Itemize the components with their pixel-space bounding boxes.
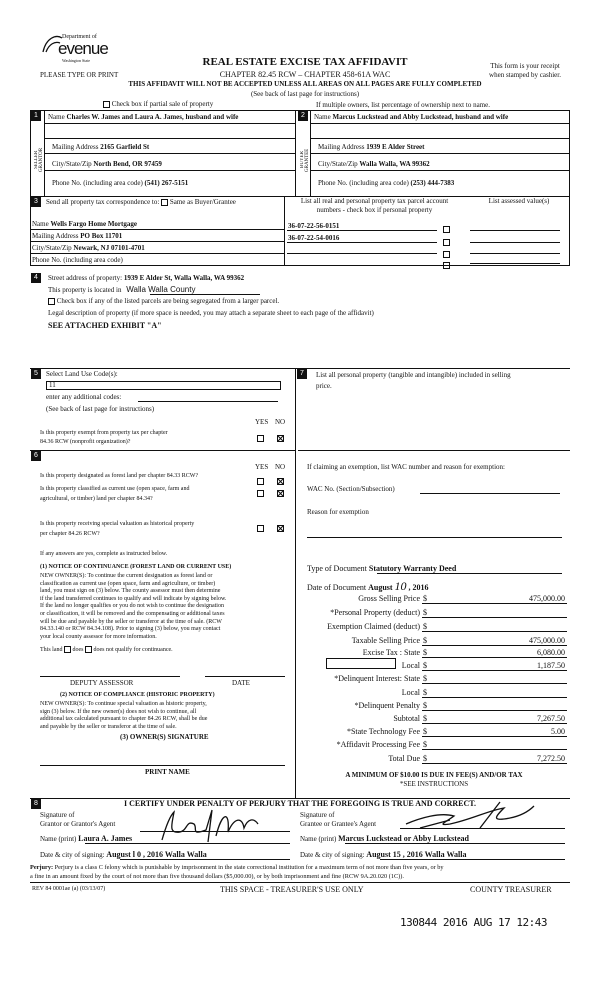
s5-no-header: NO	[275, 418, 286, 426]
dollar-sign: $	[423, 754, 427, 763]
s6-no-header: NO	[275, 463, 286, 471]
nonprofit-question	[40, 429, 168, 447]
county-treasurer-label: COUNTY TREASURER	[470, 885, 552, 894]
continuance-line: 84.33.140 or RCW 84.34.108). Prior to signing (3) below, you may contact	[40, 626, 221, 633]
parcel-number-2[interactable]: 36-07-22-54-0016	[288, 234, 340, 242]
historic-question	[40, 519, 194, 539]
correspondence-mailing-label: Mailing Address	[32, 232, 79, 240]
chapter-line: CHAPTER 82.45 RCW – CHAPTER 458-61A WAC	[219, 70, 391, 79]
nonprofit-q-line2: 84.36 RCW (nonprofit organization)?	[40, 439, 131, 445]
s6-yes-header: YES	[255, 463, 269, 471]
correspondence-mailing-value[interactable]: PO Box 11701	[80, 232, 123, 240]
fee-label-subtotal: Subtotal	[393, 714, 420, 723]
segregated-row	[48, 297, 279, 305]
buyer-phone-row	[318, 179, 454, 187]
compliance-text	[40, 701, 207, 731]
grantee-sig-line2: Grantee or Grantee's Agent	[300, 820, 377, 828]
fee-label-personal: *Personal Property (deduct)	[330, 608, 420, 617]
grantor-date-label: Date & city of signing:	[40, 851, 105, 859]
perjury-line2: a fine in an amount fixed by the court of not more than five thousand dollars ($5,000.00), or by both imprisonment and fine (RCW 9A.20.020 (1C)).	[30, 872, 404, 880]
compliance-line: and payable by the seller or transferor at the time of sale.	[40, 723, 177, 730]
multiple-owners-note: If multiple owners, list percentage of ownership next to name.	[316, 101, 490, 109]
see-instructions-note: *SEE INSTRUCTIONS	[399, 780, 469, 788]
continuance-title: (1) NOTICE OF CONTINUANCE (FOREST LAND OR CURRENT USE)	[40, 564, 232, 570]
doc-date-year[interactable]: , 2016	[408, 583, 429, 592]
grantor-signature-label	[40, 811, 115, 829]
buyer-city-value[interactable]: Walla Walla, WA 99362	[359, 160, 430, 168]
doc-date-label: Date of Document	[307, 583, 367, 592]
buyer-mailing-value[interactable]: 1939 E Alder Street	[366, 143, 425, 151]
logo-wordmark: evenue	[58, 39, 108, 58]
wac-label: WAC No. (Section/Subsection)	[307, 485, 395, 493]
doc-type-value[interactable]: Statutory Warranty Deed	[368, 564, 457, 573]
correspondence-name-value[interactable]: Wells Fargo Home Mortgage	[50, 220, 137, 228]
section-5-number: 5	[31, 369, 41, 379]
fee-amount-taxable[interactable]: 475,000.00	[529, 636, 565, 645]
fee-amount-technology[interactable]: 5.00	[551, 727, 565, 736]
additional-codes-label: enter any additional codes:	[46, 393, 122, 401]
dollar-sign: $	[423, 688, 427, 697]
continuance-line: land, you must sign on (3) below. The county assessor must then determine	[40, 588, 221, 595]
send-correspondence-row	[46, 198, 236, 206]
minimum-fee-note: A MINIMUM OF $10.00 IS DUE IN FEE(S) AND/OR TAX	[345, 771, 523, 779]
fee-label-local-excise: Local	[401, 661, 420, 670]
grantee-date-row	[300, 850, 466, 859]
does-not-label: does not qualify for continuance.	[93, 646, 173, 653]
buyer-city-label: City/State/Zip	[318, 160, 358, 168]
correspondence-city-value[interactable]: Newark, NJ 07101-4701	[73, 244, 145, 252]
dollar-sign: $	[423, 727, 427, 736]
fee-amount-total[interactable]: 7,272.50	[537, 754, 565, 763]
correspondence-mailing-row	[32, 232, 122, 240]
continuance-line: your local county assessor for more information.	[40, 633, 157, 640]
buyer-mailing-row	[318, 143, 425, 151]
dollar-sign: $	[423, 608, 427, 617]
seller-phone-value[interactable]: (541) 267-5151	[144, 179, 189, 187]
compliance-title: (2) NOTICE OF COMPLIANCE (HISTORIC PROPERTY)	[60, 692, 215, 698]
fee-amount-subtotal[interactable]: 7,267.50	[537, 714, 565, 723]
continuance-line: if the land transferred continues to qualify and will indicate by signing below.	[40, 595, 227, 602]
form-id: REV 84 0001ae (a) (03/13/07)	[32, 886, 106, 892]
dollar-sign: $	[423, 740, 427, 749]
dollar-sign: $	[423, 648, 427, 657]
receipt-line2: when stamped by cashier.	[489, 71, 561, 79]
grantee-name-value[interactable]: Marcus Luckstead or Abby Luckstead	[338, 834, 469, 843]
section-8-number: 8	[31, 799, 41, 809]
current-use-no-checkbox[interactable]	[277, 490, 284, 497]
dollar-sign: $	[423, 661, 427, 670]
nonprofit-q-line1: Is this property exempt from property tax per chapter	[40, 430, 168, 436]
qualify-row	[40, 646, 173, 653]
dollar-sign: $	[423, 714, 427, 723]
street-address-label: Street address of property:	[48, 274, 123, 282]
located-in-label: This property is located in	[48, 286, 122, 294]
land-use-label: Select Land Use Code(s):	[46, 370, 118, 378]
fee-label-technology: *State Technology Fee	[346, 727, 420, 736]
grantor-date-value[interactable]: August l 0 , 2016 Walla Walla	[106, 850, 207, 859]
perjury-label: Perjury:	[30, 864, 54, 871]
grantee-signature-label	[300, 811, 376, 829]
section-4-number: 4	[31, 273, 41, 283]
owner-signature-label: (3) OWNER(S) SIGNATURE	[120, 733, 209, 741]
nonprofit-yes-checkbox[interactable]	[257, 435, 264, 442]
fee-amount-local-excise[interactable]: 1,187.50	[537, 661, 565, 670]
print-name-label: PRINT NAME	[145, 768, 190, 776]
grantee-sig-line1: Signature of	[300, 811, 335, 819]
parcel-4-personal-checkbox[interactable]	[443, 262, 450, 269]
continuance-line: will be due and payable by the seller or transferor at the time of sale. (RCW	[40, 618, 222, 625]
continuance-line: or classification, it will be removed and the compensating or additional taxes	[40, 610, 225, 617]
historic-q-line1: Is this property receiving special valuation as historical property	[40, 521, 195, 527]
buyer-phone-value[interactable]: (253) 444-7383	[410, 179, 455, 187]
grantee-name-label: Name (print)	[300, 835, 337, 843]
partial-sale-checkbox[interactable]	[103, 101, 110, 108]
reason-label: Reason for exemption	[307, 508, 369, 516]
compliance-line: NEW OWNER(S): To continue special valuation as historic property,	[40, 701, 207, 707]
land-use-code-input[interactable]: 11	[46, 381, 281, 390]
grantee-date-label: Date & city of signing:	[300, 851, 365, 859]
street-address-value[interactable]: 1939 E Alder St, Walla Walla, WA 99362	[123, 274, 245, 282]
seller-name-value[interactable]: Charles W. James and Laura A. James, husband and wife	[66, 113, 239, 121]
seller-city-label: City/State/Zip	[52, 160, 92, 168]
buyer-side-label: BUYER GRANTEE	[300, 148, 310, 172]
forest-land-question: Is this property designated as forest land per chapter 84.33 RCW?	[40, 473, 199, 479]
seller-phone-label: Phone No. (including area code)	[52, 179, 143, 187]
fee-label-state-excise: Excise Tax : State	[362, 648, 420, 657]
seller-city-row	[52, 160, 162, 168]
notice-line: THIS AFFIDAVIT WILL NOT BE ACCEPTED UNLESS ALL AREAS ON ALL PAGES ARE FULLY COMPLETED	[128, 80, 482, 88]
page-title: REAL ESTATE EXCISE TAX AFFIDAVIT	[202, 56, 408, 68]
grantee-name-row	[300, 834, 469, 843]
dollar-sign: $	[423, 622, 427, 631]
buyer-city-row	[318, 160, 430, 168]
fee-label-delinq-state: *Delinquent Interest: State	[334, 674, 420, 683]
fee-amount-state-excise[interactable]: 6,080.00	[537, 648, 565, 657]
receipt-line1: This form is your receipt	[490, 62, 560, 70]
grantor-signature[interactable]	[150, 806, 280, 846]
fee-label-delinq-local: Local	[401, 688, 420, 697]
does-qualify-checkbox[interactable]	[64, 646, 71, 653]
land-use-see-back: (See back of last page for instructions)	[46, 405, 155, 413]
current-use-q-line2: agricultural, or timber) land per chapter 84.34?	[40, 496, 153, 502]
historic-yes-checkbox[interactable]	[257, 525, 264, 532]
dollar-sign: $	[423, 701, 427, 710]
current-use-q-line1: Is this property classified as current use (open space, farm and	[40, 486, 190, 492]
partial-sale-label: Check box if partial sale of property	[111, 100, 214, 108]
section-3-number: 3	[31, 197, 41, 207]
current-use-question	[40, 484, 189, 504]
perjury-line1: Perjury is a class C felony which is punishable by imprisonment in the state correctional institution for a maximum term of not more than five years, or by	[54, 864, 444, 871]
correspondence-city-label: City/State/Zip	[32, 244, 72, 252]
same-as-buyer-checkbox[interactable]	[161, 199, 168, 206]
seller-phone-row	[52, 179, 188, 187]
doc-date-day[interactable]: 10	[394, 579, 407, 593]
doc-type-label: Type of Document	[307, 564, 367, 573]
seller-mailing-label: Mailing Address	[52, 143, 99, 151]
buyer-name-row	[314, 113, 508, 121]
fee-label-taxable: Taxable Selling Price	[351, 636, 420, 645]
seller-city-value[interactable]: North Bend, OR 97459	[93, 160, 162, 168]
does-label: does	[72, 646, 84, 653]
seller-name-label: Name	[48, 113, 65, 121]
compliance-line: additional tax calculated pursuant to chapter 84.26 RCW, shall be due	[40, 716, 208, 723]
certify-statement: I CERTIFY UNDER PENALTY OF PERJURY THAT THE FOREGOING IS TRUE AND CORRECT.	[123, 799, 476, 808]
grantor-date-row	[40, 850, 207, 859]
see-back-line: (See back of last page for instructions)	[250, 90, 360, 98]
grantor-sig-line2: Grantor or Grantor's Agent	[40, 820, 116, 828]
county-value[interactable]: Walla Walla County	[126, 285, 196, 294]
located-in-row	[48, 285, 195, 294]
segregated-checkbox[interactable]	[48, 298, 55, 305]
personal-property-label	[316, 370, 511, 392]
parcel-header-line2: numbers - check box if personal property	[316, 206, 433, 214]
correspondence-city-row	[32, 244, 145, 252]
dollar-sign: $	[423, 636, 427, 645]
seller-name-row	[48, 113, 238, 121]
parcel-header	[287, 197, 462, 215]
send-correspondence-label: Send all property tax correspondence to:	[46, 198, 160, 206]
nonprofit-no-checkbox[interactable]	[277, 435, 284, 442]
partial-sale-row	[103, 100, 213, 108]
grantor-name-value[interactable]: Laura A. James	[78, 834, 133, 843]
fee-label-delinq-penalty: *Delinquent Penalty	[354, 701, 420, 710]
segregated-label: Check box if any of the listed parcels are being segregated from a larger parcel.	[56, 297, 280, 305]
parcel-1-personal-checkbox[interactable]	[443, 226, 450, 233]
any-yes-note: If any answers are yes, complete as instructed below.	[40, 551, 168, 557]
seller-mailing-row	[52, 143, 149, 151]
deputy-date-label: DATE	[232, 679, 250, 687]
correspondence-name-row	[32, 220, 137, 228]
cashier-stamp: 130844 2016 AUG 17 12:43	[400, 916, 547, 929]
does-not-qualify-checkbox[interactable]	[85, 646, 92, 653]
dollar-sign: $	[423, 594, 427, 603]
section-2-number: 2	[298, 111, 308, 121]
grantee-date-value[interactable]: August 15 , 2016 Walla Walla	[366, 850, 467, 859]
section-6-number: 6	[31, 451, 41, 461]
street-address-row	[48, 274, 244, 282]
correspondence-name-label: Name	[32, 220, 49, 228]
s5-yes-header: YES	[255, 418, 269, 426]
historic-q-line2: per chapter 84.26 RCW?	[40, 531, 100, 537]
fee-amount-gross[interactable]: 475,000.00	[529, 594, 565, 603]
grantor-sig-line1: Signature of	[40, 811, 75, 819]
section-7-number: 7	[297, 369, 307, 379]
grantor-name-row	[40, 834, 132, 843]
doc-type-row	[307, 564, 456, 573]
this-land-label: This land	[40, 646, 63, 653]
assessed-header: List assessed value(s)	[488, 197, 550, 205]
buyer-name-label: Name	[314, 113, 331, 121]
buyer-phone-label: Phone No. (including area code)	[318, 179, 409, 187]
continuance-line: If the land no longer qualifies or you do not wish to continue the designation	[40, 603, 224, 610]
logo-line3: Washington State	[62, 58, 91, 63]
exemption-label: If claiming an exemption, list WAC number and reason for exemption:	[307, 463, 505, 471]
personal-property-line1: List all personal property (tangible and intangible) included in selling	[316, 371, 511, 379]
continuance-line: classification as current use (open space, farm and agriculture, or timber)	[40, 580, 216, 587]
fee-label-exemption: Exemption Claimed (deduct)	[327, 622, 420, 631]
grantor-name-label: Name (print)	[40, 835, 77, 843]
logo-line1: Department of	[62, 34, 97, 40]
legal-description-label: Legal description of property (if more space is needed, you may attach a separate sheet to each page of the affidavit)	[48, 309, 374, 317]
perjury-notice	[30, 864, 570, 881]
treasurer-space-label: THIS SPACE - TREASURER'S USE ONLY	[220, 885, 364, 894]
dor-logo	[40, 30, 130, 66]
section-1-number: 1	[31, 111, 41, 121]
correspondence-phone-label: Phone No. (including area code)	[32, 256, 123, 264]
deputy-assessor-label: DEPUTY ASSESSOR	[70, 679, 134, 687]
exhibit-reference[interactable]: SEE ATTACHED EXHIBIT "A"	[48, 321, 162, 330]
compliance-line: sign (3) below. If the new owner(s) does not wish to continue, all	[40, 708, 197, 715]
same-as-buyer-label: Same as Buyer/Grantee	[169, 198, 236, 206]
continuance-line: NEW OWNER(S): To continue the current designation as forest land or	[40, 573, 213, 579]
fee-label-total: Total Due	[388, 754, 420, 763]
personal-property-line2: price.	[316, 382, 332, 390]
fee-label-processing: *Affidavit Processing Fee	[336, 740, 420, 749]
seller-side-label: SELLER GRANTOR	[34, 147, 44, 173]
doc-date-month[interactable]: August	[368, 583, 393, 592]
seller-mailing-value[interactable]: 2165 Garfield St	[100, 143, 150, 151]
type-or-print: PLEASE TYPE OR PRINT	[40, 71, 119, 79]
parcel-number-1[interactable]: 36-07-22-56-0151	[288, 222, 340, 230]
parcel-header-line1: List all real and personal property tax parcel account	[300, 197, 449, 205]
doc-date-row	[307, 579, 429, 594]
historic-no-checkbox[interactable]	[277, 525, 284, 532]
continuance-text	[40, 573, 226, 641]
dollar-sign: $	[423, 674, 427, 683]
current-use-yes-checkbox[interactable]	[257, 490, 264, 497]
buyer-mailing-label: Mailing Address	[318, 143, 365, 151]
buyer-name-value[interactable]: Marcus Luckstead and Abby Luckstead, husband and wife	[332, 113, 509, 121]
fee-label-gross: Gross Selling Price	[358, 594, 420, 603]
